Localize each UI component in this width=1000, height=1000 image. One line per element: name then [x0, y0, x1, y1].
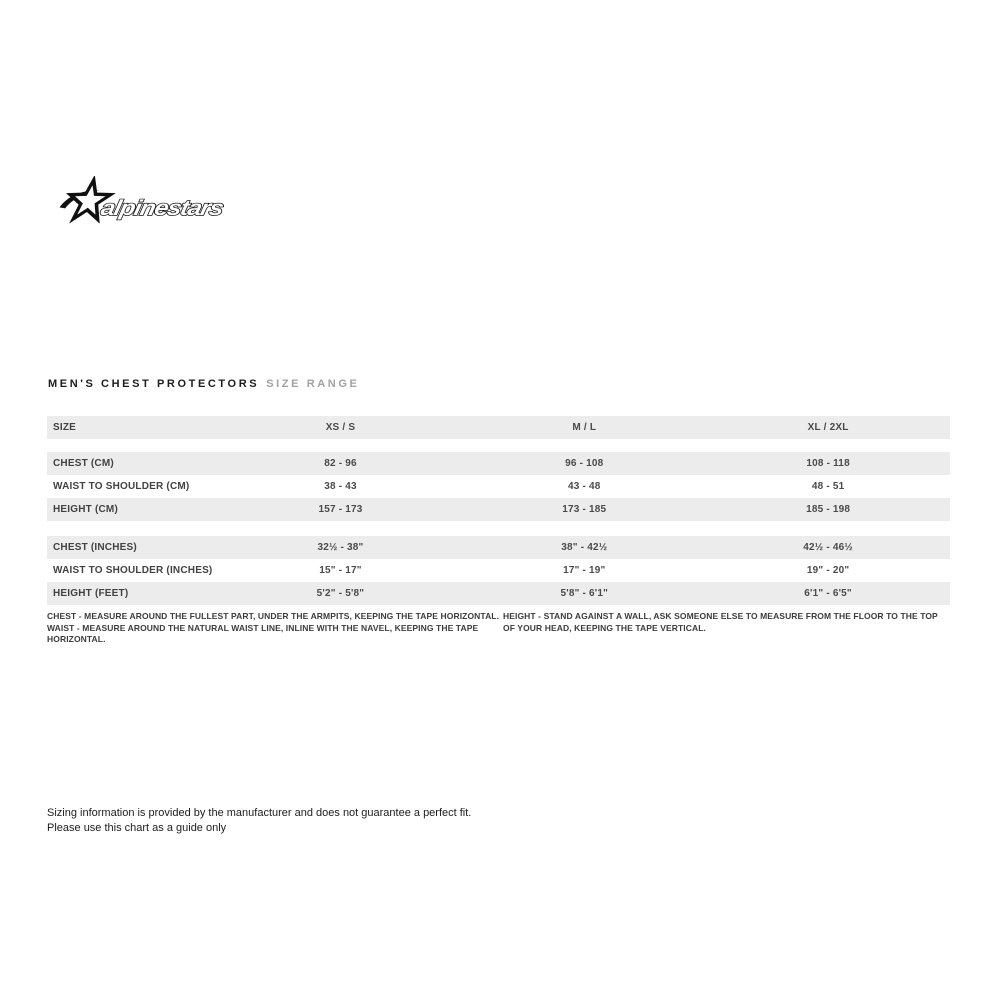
table-gap	[47, 521, 950, 536]
header-col-xl-2xl: XL / 2XL	[807, 422, 849, 433]
alpinestars-wordmark: alpinestars	[98, 195, 207, 221]
footnote-chest: CHEST - MEASURE AROUND THE FULLEST PART, UNDER THE ARMPITS, KEEPING THE TAPE HORIZONTAL.	[47, 611, 500, 621]
footnote-left-column	[47, 611, 503, 646]
table-row-waist-cm	[47, 475, 950, 498]
header-size-label: SIZE	[53, 422, 77, 433]
cell-value: 5'2" - 5'8"	[316, 588, 365, 599]
row-label: CHEST (CM)	[53, 458, 114, 469]
table-row-chest-cm	[47, 452, 950, 475]
table-gap	[47, 439, 950, 452]
cell-value: 6'1" - 6'5"	[804, 588, 852, 599]
footnote-waist: WAIST - MEASURE AROUND THE NATURAL WAIST LINE, INLINE WITH THE NAVEL, KEEPING THE TAPE HORIZONTAL.	[47, 622, 479, 644]
table-row-height-feet	[47, 582, 950, 605]
header-col-m-l: M / L	[572, 422, 597, 433]
cell-value: 42½ - 46½	[803, 542, 853, 553]
cell-value: 185 - 198	[806, 504, 851, 515]
cell-value: 5'8" - 6'1"	[560, 588, 609, 599]
disclaimer-line-1: Sizing information is provided by the manufacturer and does not guarantee a perfect fit.	[47, 807, 472, 819]
row-label: CHEST (INCHES)	[53, 542, 137, 553]
cell-value: 15" - 17"	[319, 565, 362, 576]
footnote-right-column	[503, 611, 950, 646]
cell-value: 82 - 96	[324, 458, 357, 469]
table-header-row	[47, 416, 950, 439]
size-table	[47, 416, 950, 605]
measurement-footnotes	[47, 611, 950, 646]
row-label: HEIGHT (FEET)	[53, 588, 129, 599]
cell-value: 48 - 51	[811, 481, 845, 492]
cell-value: 173 - 185	[562, 504, 607, 515]
table-row-chest-inches	[47, 536, 950, 559]
page-title-sub: SIZE RANGE	[266, 378, 360, 390]
row-label: WAIST TO SHOULDER (CM)	[53, 481, 190, 492]
sizing-disclaimer	[47, 806, 471, 836]
alpinestars-logo-svg	[54, 176, 230, 230]
footnote-height: HEIGHT - STAND AGAINST A WALL, ASK SOMEONE ELSE TO MEASURE FROM THE FLOOR TO THE TOP OF YOUR HEAD, KEEPING THE TAPE VERTICAL.	[503, 611, 938, 633]
disclaimer-line-2: Please use this chart as a guide only	[47, 822, 227, 834]
alpinestars-logo	[54, 176, 230, 230]
row-label: HEIGHT (CM)	[53, 504, 118, 515]
cell-value: 38 - 43	[324, 481, 357, 492]
cell-value: 17" - 19"	[563, 565, 606, 576]
row-label: WAIST TO SHOULDER (INCHES)	[53, 565, 213, 576]
cell-value: 43 - 48	[568, 481, 601, 492]
cell-value: 19" - 20"	[806, 565, 850, 576]
cell-value: 157 - 173	[318, 504, 363, 515]
table-row-height-cm	[47, 498, 950, 521]
cell-value: 38" - 42½	[561, 542, 608, 553]
page-title	[48, 378, 359, 390]
cell-value: 96 - 108	[565, 458, 604, 469]
page-title-main: MEN'S CHEST PROTECTORS	[48, 378, 260, 390]
cell-value: 32½ - 38"	[317, 542, 364, 553]
cell-value: 108 - 118	[806, 458, 850, 469]
header-col-xs-s: XS / S	[325, 422, 356, 433]
table-row-waist-inches	[47, 559, 950, 582]
